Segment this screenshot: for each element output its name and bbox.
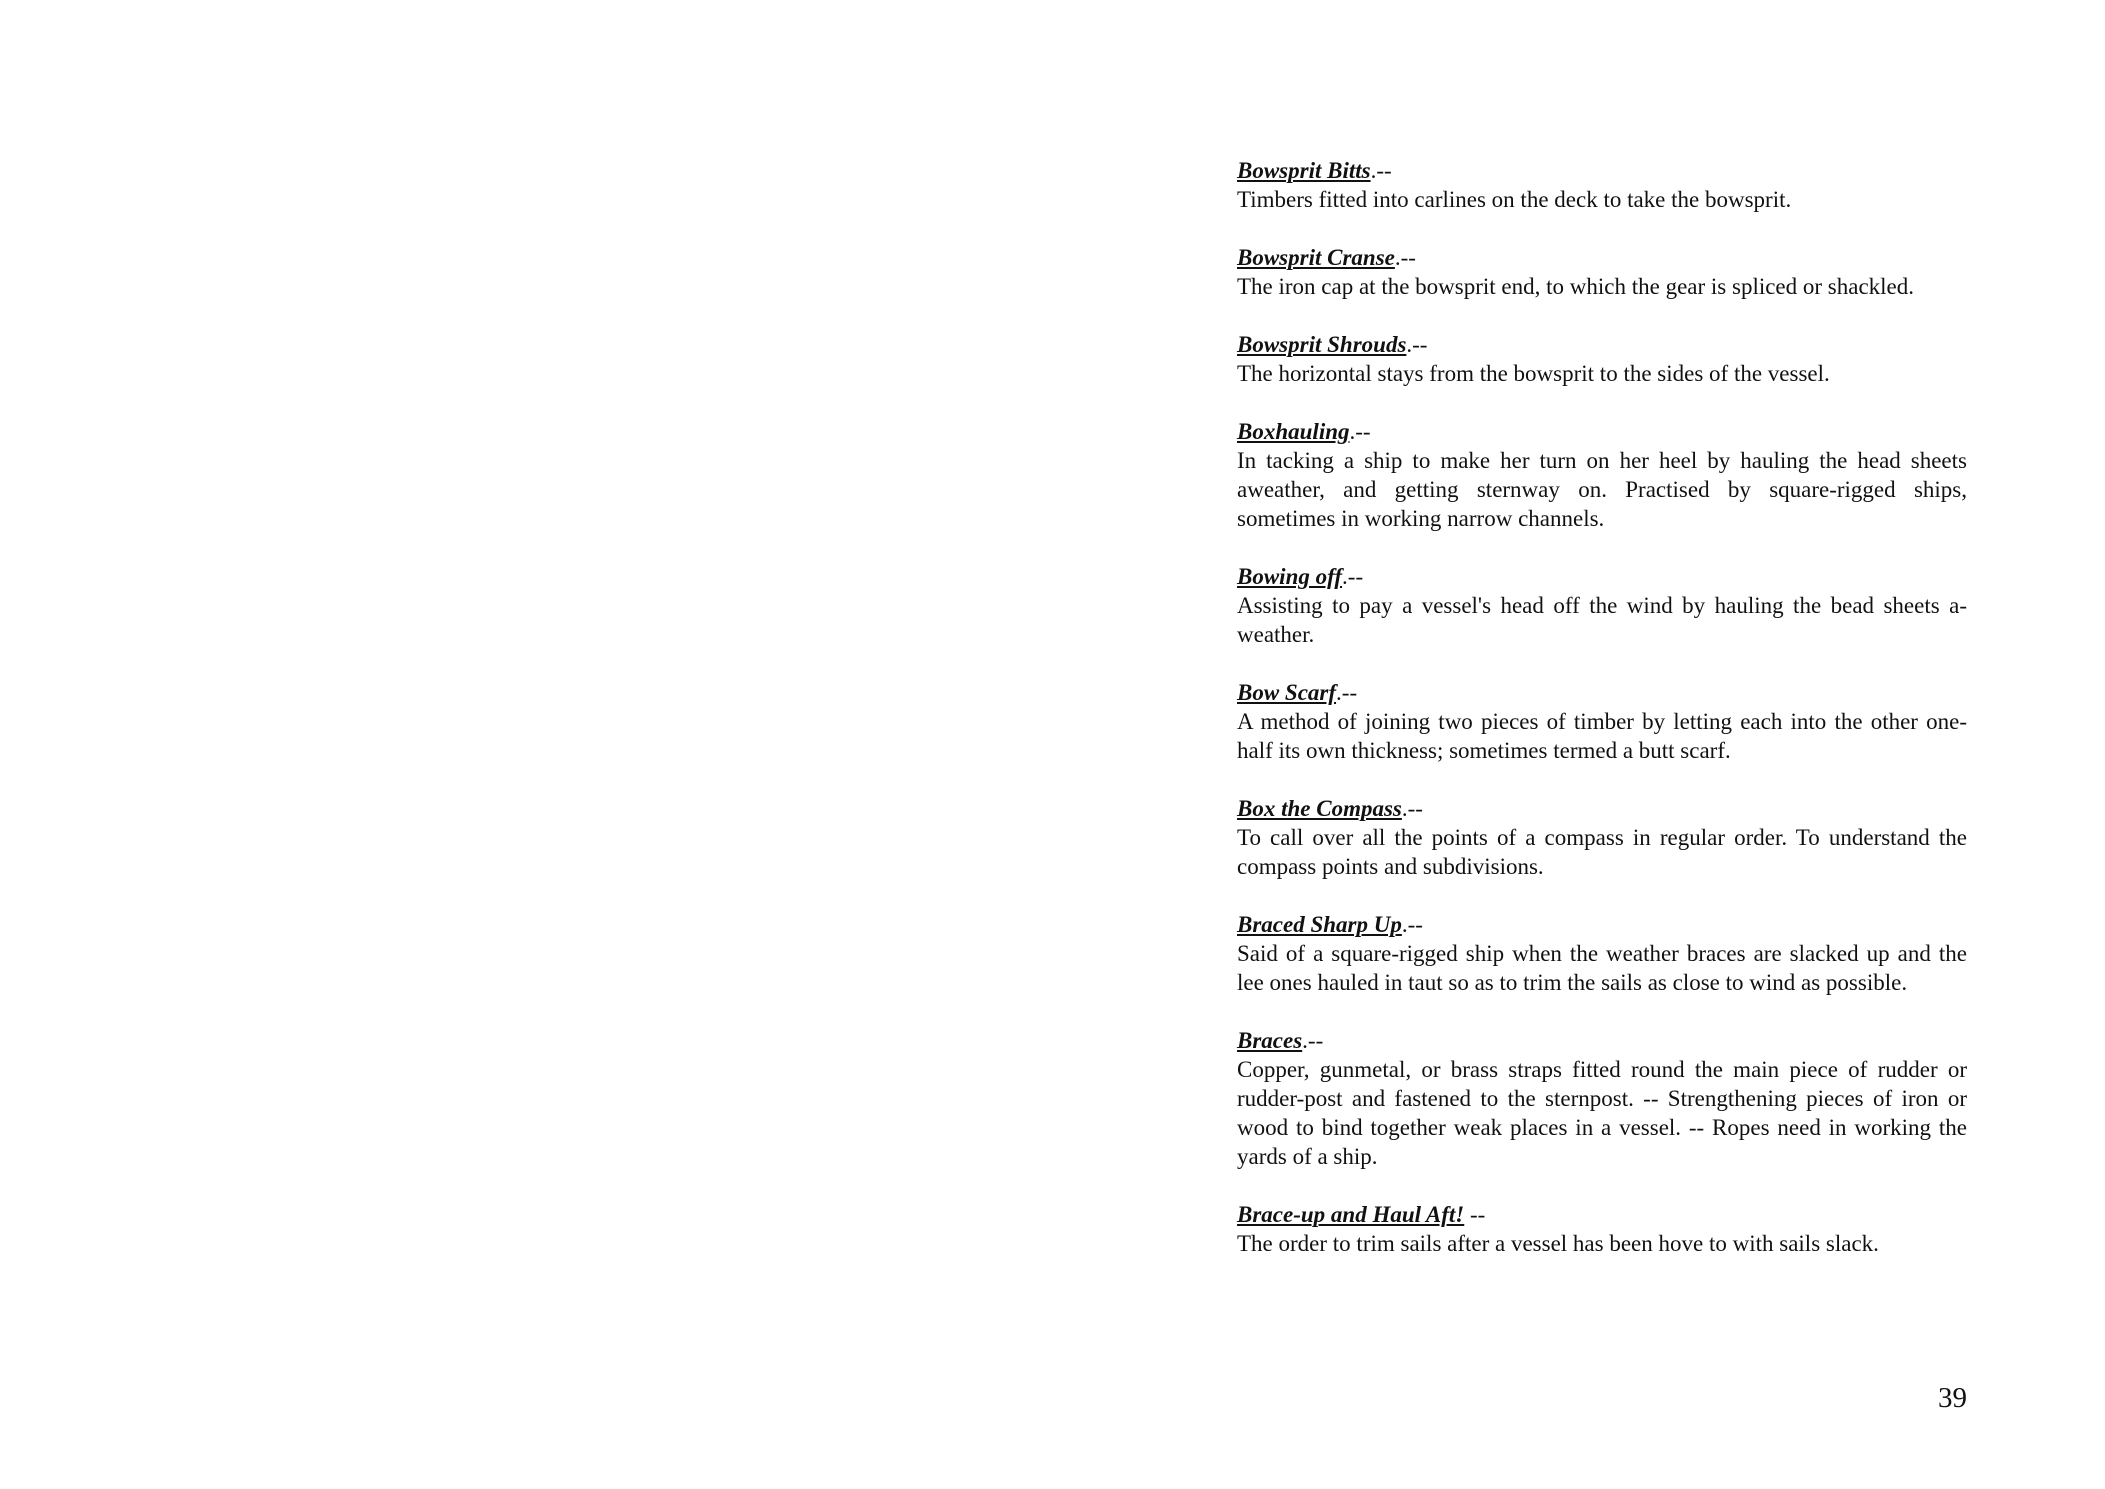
- glossary-entry: [1237, 156, 1967, 214]
- entry-term: Box the Compass: [1237, 796, 1402, 821]
- entry-term: Braces: [1237, 1028, 1303, 1053]
- glossary-entry: [1237, 910, 1967, 997]
- glossary-entry: [1237, 562, 1967, 649]
- entry-suffix: .--: [1401, 796, 1423, 821]
- entry-term: Braced Sharp Up: [1237, 912, 1402, 937]
- entry-heading: [1237, 794, 1967, 823]
- glossary-entry: [1237, 243, 1967, 301]
- glossary-entry: [1237, 330, 1967, 388]
- entry-term: Bowsprit Cranse: [1237, 245, 1395, 270]
- entry-term: Brace-up and Haul Aft!: [1237, 1202, 1465, 1227]
- entry-suffix: .--: [1336, 680, 1358, 705]
- entry-definition: To call over all the points of a compass in regular order. To understand the compass points and subdivisions.: [1237, 825, 1967, 879]
- entry-heading: [1237, 1026, 1967, 1055]
- entry-heading: [1237, 910, 1967, 939]
- entry-suffix: --: [1464, 1202, 1486, 1227]
- entry-definition: Assisting to pay a vessel's head off the wind by hauling the bead sheets a-weather.: [1237, 593, 1967, 647]
- entry-definition: Said of a square-rigged ship when the weather braces are slacked up and the lee ones hauled in taut so as to trim the sails as close to wind as possible.: [1237, 941, 1967, 995]
- entry-definition: The order to trim sails after a vessel has been hove to with sails slack.: [1237, 1231, 1879, 1256]
- entry-term: Bowsprit Shrouds: [1237, 332, 1407, 357]
- entry-definition: Copper, gunmetal, or brass straps fitted round the main piece of rudder or rudder-post and fastened to the sternpost. -- Strengthening pieces of iron or wood to bind together weak places in a vessel. -- Ropes need in working the yards of a ship.: [1237, 1057, 1967, 1169]
- glossary-entry: [1237, 794, 1967, 881]
- entry-heading: [1237, 417, 1967, 446]
- entry-term: Bowsprit Bitts: [1237, 158, 1371, 183]
- entry-definition: In tacking a ship to make her turn on her heel by hauling the head sheets aweather, and getting sternway on. Practised by square-rigged ships, sometimes in working narrow channels.: [1237, 448, 1967, 531]
- entry-suffix: .--: [1394, 245, 1416, 270]
- entry-heading: [1237, 678, 1967, 707]
- entry-term: Bow Scarf: [1237, 680, 1337, 705]
- entry-heading: [1237, 330, 1967, 359]
- entry-definition: Timbers fitted into carlines on the deck to take the bowsprit.: [1237, 187, 1792, 212]
- glossary-entry: [1237, 678, 1967, 765]
- glossary-entry: [1237, 417, 1967, 533]
- page-number: 39: [1938, 1382, 1967, 1414]
- entry-term: Bowing off: [1237, 564, 1343, 589]
- glossary-entry: [1237, 1026, 1967, 1171]
- entry-suffix: .--: [1349, 419, 1371, 444]
- entry-heading: [1237, 156, 1967, 185]
- entry-definition: A method of joining two pieces of timber by letting each into the other one-half its own thickness; sometimes termed a butt scarf.: [1237, 709, 1967, 763]
- entry-definition: The horizontal stays from the bowsprit to the sides of the vessel.: [1237, 361, 1830, 386]
- glossary-entry: [1237, 1200, 1967, 1258]
- entry-definition: The iron cap at the bowsprit end, to which the gear is spliced or shackled.: [1237, 274, 1915, 299]
- entry-suffix: .--: [1406, 332, 1428, 357]
- entry-suffix: .--: [1342, 564, 1364, 589]
- entry-suffix: .--: [1370, 158, 1392, 183]
- entry-heading: [1237, 1200, 1967, 1229]
- entry-heading: [1237, 562, 1967, 591]
- entry-suffix: .--: [1302, 1028, 1324, 1053]
- entry-heading: [1237, 243, 1967, 272]
- glossary-column: [1237, 156, 1967, 1287]
- entry-term: Boxhauling: [1237, 419, 1350, 444]
- entry-suffix: .--: [1401, 912, 1423, 937]
